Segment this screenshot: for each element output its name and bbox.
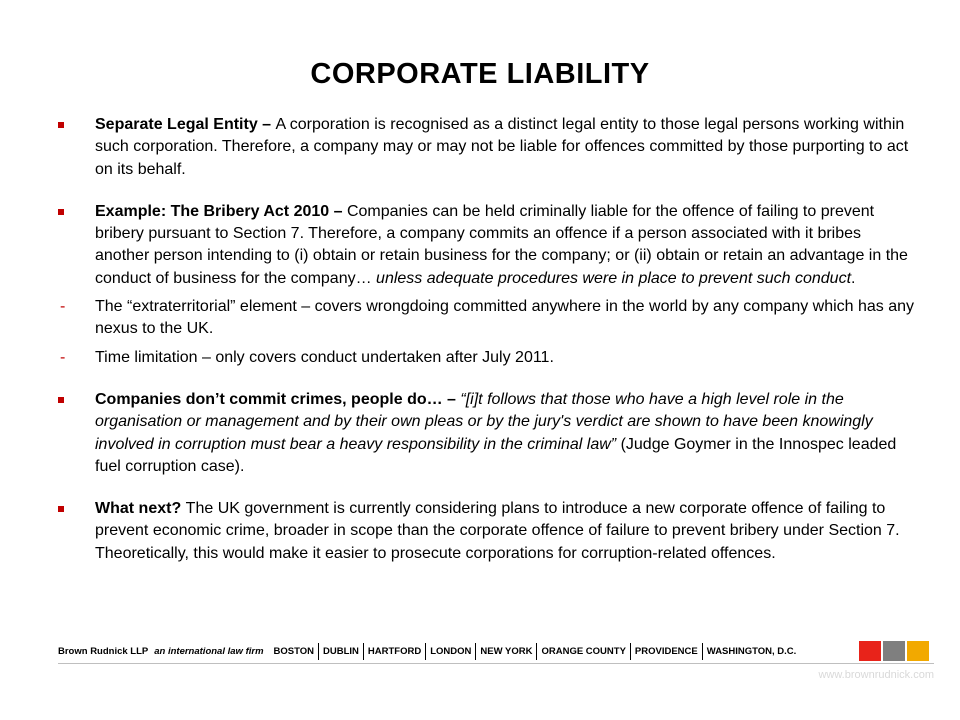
office-city: ORANGE COUNTY (541, 646, 626, 657)
bullet-text: Time limitation – only covers conduct undertaken after July 2011. (95, 348, 554, 366)
footer-divider (58, 663, 934, 664)
bullet-list (58, 114, 918, 565)
brand-squares (859, 641, 929, 661)
bullet-text: Companies can be held criminally liable for the offence of failing to prevent bribery pursuant to Section 7. Therefore, a company commits an offence if a person associated with it bribes another person intending to (i) obtain or retain business for the company; or (ii) obtain or retain an advantage in the conduct of business for the company… (95, 202, 908, 287)
bullet-heading: Separate Legal Entity – (95, 116, 276, 133)
bullet-heading: Companies don’t commit crimes, people do… – (95, 390, 461, 408)
office-city: DUBLIN (323, 646, 359, 657)
office-city: PROVIDENCE (634, 646, 698, 657)
square-bullet-icon (58, 122, 64, 128)
office-city: NEW YORK (480, 646, 533, 657)
square-bullet-icon (58, 397, 64, 403)
bullet-item (58, 114, 918, 181)
dash-bullet-icon: - (60, 298, 66, 316)
bullet-heading: What next? (95, 500, 186, 518)
bullet-text: (Judge Goymer in the Innospec leaded fuel corruption case). (95, 435, 897, 475)
square-bullet-icon (58, 209, 64, 215)
firm-tagline: an international law firm (154, 646, 264, 657)
bullet-emphasis: “[i]t follows that those who have a high level role in the organisation or management and by their own pleas or by the jury's verdict are shown to have been knowingly involved in corruption must bear a heavy responsibility in the criminal law” (95, 390, 873, 453)
bullet-text: The “extraterritorial” element – covers wrongdoing committed anywhere in the world by any company which has any nexus to the UK. (95, 298, 915, 338)
bullet-item (58, 498, 918, 565)
bullet-text: A corporation is recognised as a distinct legal entity to those legal persons working within such corporation. Therefore, a company may or may not be liable for offences committed by those purporting to act on its behalf. (95, 116, 909, 178)
brand-square-red (859, 641, 881, 661)
website-link[interactable]: www.brownrudnick.com (818, 669, 934, 681)
bullet-item (58, 389, 918, 478)
bullet-text: The UK government is currently considering plans to introduce a new corporate offence of failing to prevent economic crime, broader in scope than the corporate offence of failure to prevent bribery under Section 7. Theoretically, this would make it easier to prosecute corporations for corruption-related offences. (95, 500, 900, 562)
bullet-emphasis: unless adequate procedures were in place to prevent such conduct (376, 269, 852, 287)
office-cities (270, 643, 801, 660)
office-city: HARTFORD (367, 646, 422, 657)
sub-bullet-item (58, 347, 918, 369)
firm-name: Brown Rudnick LLP (58, 646, 149, 657)
office-city: LONDON (430, 646, 472, 657)
bullet-item (58, 201, 918, 290)
bullet-heading: Example: The Bribery Act 2010 – (95, 202, 347, 220)
sub-bullet-item (58, 296, 918, 341)
footer-bar (58, 641, 934, 662)
brand-square-amber (907, 641, 929, 661)
brand-square-gray (883, 641, 905, 661)
dash-bullet-icon: - (60, 348, 66, 366)
office-city: BOSTON (273, 646, 314, 657)
spacer (58, 181, 918, 201)
office-city: WASHINGTON, D.C. (706, 646, 797, 657)
square-bullet-icon (58, 506, 64, 512)
bullet-text: . (851, 269, 856, 287)
spacer (58, 478, 918, 498)
spacer (58, 369, 918, 389)
slide-title: CORPORATE LIABILITY (310, 58, 650, 90)
